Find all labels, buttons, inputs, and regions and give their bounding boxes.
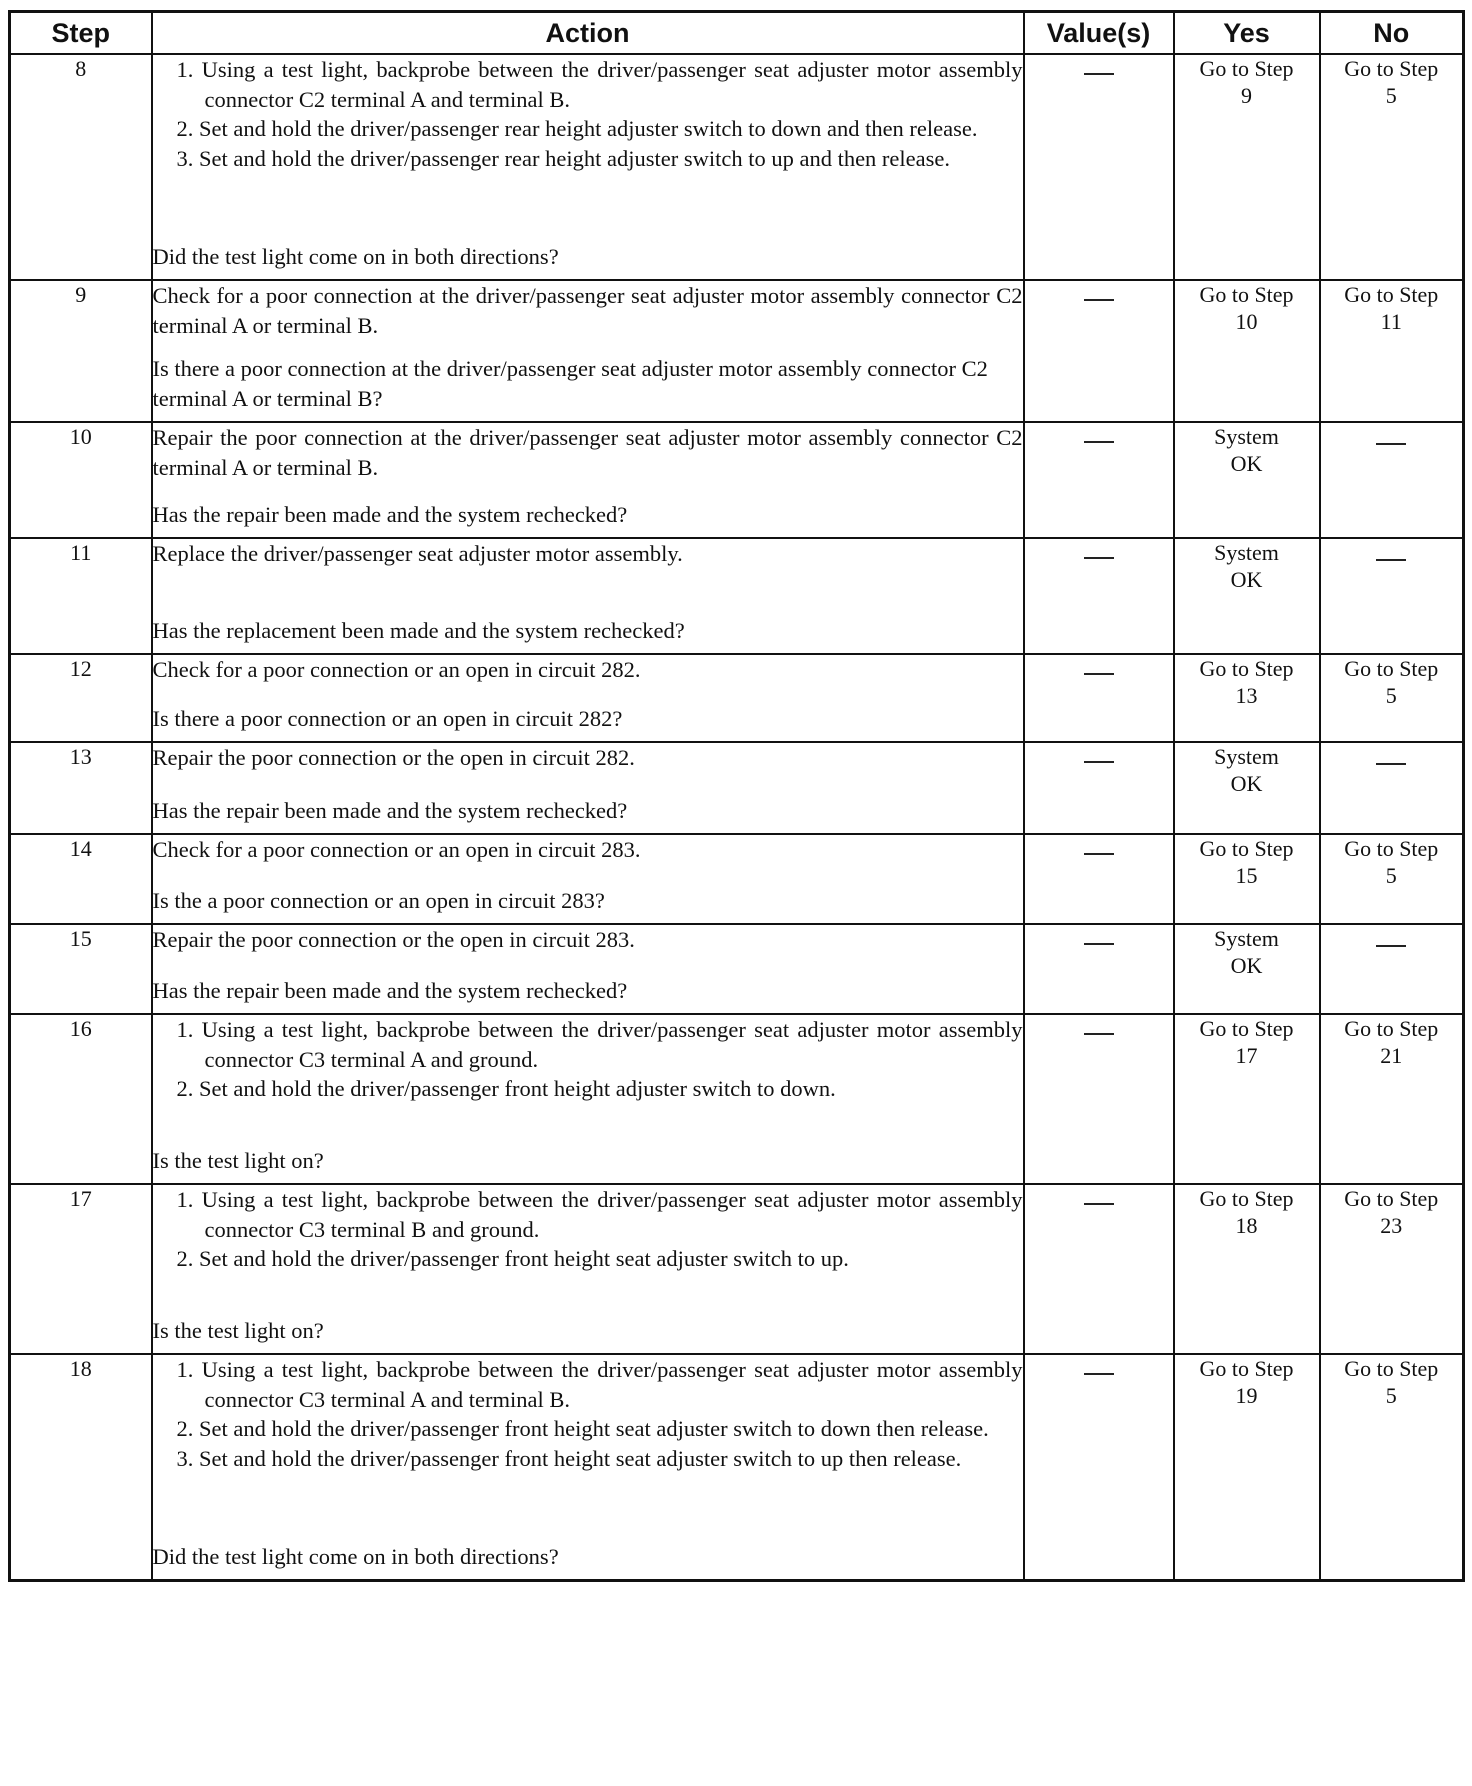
values-dash: [1084, 853, 1114, 855]
yes-result-line: 15: [1235, 863, 1258, 888]
step-number: 9: [10, 280, 152, 422]
diagnostic-table: [8, 10, 1465, 1582]
table-row: [10, 654, 1464, 742]
action-cell: [152, 924, 1024, 1014]
action-instructions: [153, 925, 1023, 955]
action-question: Is the test light on?: [152, 1317, 324, 1343]
action-instructions: [153, 423, 1023, 482]
action-steps-list: [153, 55, 1023, 173]
action-cell: [152, 54, 1024, 280]
yes-result: [1174, 422, 1320, 538]
yes-result-line: OK: [1230, 451, 1263, 476]
no-result-dash: [1376, 559, 1406, 561]
no-result: [1320, 538, 1464, 654]
no-result: [1320, 1014, 1464, 1184]
values-cell: [1024, 654, 1174, 742]
action-question: Did the test light come on in both directions?: [152, 1543, 559, 1569]
yes-result: [1174, 1354, 1320, 1580]
action-cell: [152, 742, 1024, 834]
values-cell: [1024, 834, 1174, 924]
table-row: [10, 1184, 1464, 1354]
action-instructions: [153, 1015, 1023, 1104]
action-step-item: 2. Set and hold the driver/passenger front height seat adjuster switch to down then release.: [176, 1416, 989, 1441]
header-row: [10, 12, 1464, 55]
no-result-line: 5: [1385, 683, 1397, 708]
action-content: [153, 835, 1023, 915]
action-text: Repair the poor connection or the open in circuit 283.: [152, 927, 635, 952]
action-text: Repair the poor connection at the driver/passenger seat adjuster motor assembly connector C2 terminal A or terminal B.: [152, 425, 1023, 480]
action-instructions: [153, 743, 1023, 773]
no-result-dash: [1376, 443, 1406, 445]
no-result: [1320, 54, 1464, 280]
values-cell: [1024, 1184, 1174, 1354]
no-result-dash: [1376, 763, 1406, 765]
step-number: 8: [10, 54, 152, 280]
action-content: [153, 743, 1023, 825]
yes-result: [1174, 834, 1320, 924]
action-step-item: 3. Set and hold the driver/passenger front height seat adjuster switch to up then release.: [176, 1445, 962, 1471]
table-body: [10, 54, 1464, 1580]
yes-result-line: Go to Step: [1199, 1356, 1294, 1381]
values-dash: [1084, 441, 1114, 443]
values-cell: [1024, 1014, 1174, 1184]
values-cell: [1024, 422, 1174, 538]
values-cell: [1024, 538, 1174, 654]
action-question: Has the repair been made and the system rechecked?: [152, 501, 628, 527]
step-number: 10: [10, 422, 152, 538]
action-text: Check for a poor connection or an open in circuit 282.: [152, 657, 641, 682]
action-step-item: 2. Set and hold the driver/passenger front height seat adjuster switch to up.: [176, 1246, 849, 1271]
action-cell: [152, 1184, 1024, 1354]
values-cell: [1024, 54, 1174, 280]
no-result-line: 5: [1385, 83, 1397, 108]
values-dash: [1084, 299, 1114, 301]
no-result-line: Go to Step: [1344, 1186, 1439, 1211]
values-dash: [1084, 943, 1114, 945]
yes-result-line: Go to Step: [1199, 1186, 1294, 1211]
action-question: Has the replacement been made and the system rechecked?: [152, 617, 685, 643]
values-cell: [1024, 742, 1174, 834]
yes-result: [1174, 1184, 1320, 1354]
action-question: Has the repair been made and the system rechecked?: [152, 797, 628, 823]
action-content: [153, 281, 1023, 413]
step-number: 15: [10, 924, 152, 1014]
header-yes: Yes: [1174, 12, 1320, 55]
yes-result-line: 10: [1235, 309, 1258, 334]
values-dash: [1084, 1373, 1114, 1375]
action-content: [153, 539, 1023, 645]
no-result-line: 23: [1380, 1213, 1403, 1238]
no-result: [1320, 654, 1464, 742]
yes-result: [1174, 742, 1320, 834]
yes-result-line: System: [1214, 424, 1279, 449]
action-step-item: 1. Using a test light, backprobe between the driver/passenger seat adjuster motor assembly connector C3 terminal A and ground.: [176, 1017, 1023, 1072]
no-result-line: Go to Step: [1344, 1016, 1439, 1041]
values-dash: [1084, 1033, 1114, 1035]
action-text: Repair the poor connection or the open in circuit 282.: [152, 745, 635, 770]
action-question: Is there a poor connection at the driver/passenger seat adjuster motor assembly connector C2 terminal A or terminal B?: [152, 356, 988, 411]
no-result: [1320, 742, 1464, 834]
action-question: Has the repair been made and the system rechecked?: [152, 977, 628, 1003]
table-row: [10, 1354, 1464, 1580]
table-row: [10, 1014, 1464, 1184]
action-question: Is the test light on?: [152, 1147, 324, 1173]
yes-result-line: 18: [1235, 1213, 1258, 1238]
table-row: [10, 924, 1464, 1014]
yes-result: [1174, 54, 1320, 280]
no-result-line: 5: [1385, 863, 1397, 888]
yes-result-line: System: [1214, 744, 1279, 769]
no-result: [1320, 422, 1464, 538]
action-step-item: 1. Using a test light, backprobe between the driver/passenger seat adjuster motor assembly connector C3 terminal A and terminal B.: [176, 1357, 1023, 1412]
step-number: 13: [10, 742, 152, 834]
action-cell: [152, 422, 1024, 538]
values-cell: [1024, 924, 1174, 1014]
action-cell: [152, 538, 1024, 654]
action-cell: [152, 280, 1024, 422]
yes-result-line: OK: [1230, 953, 1263, 978]
action-steps-list: [153, 1355, 1023, 1473]
yes-result-line: System: [1214, 926, 1279, 951]
header-action: Action: [152, 12, 1024, 55]
step-number: 17: [10, 1184, 152, 1354]
no-result-line: Go to Step: [1344, 56, 1439, 81]
yes-result-line: Go to Step: [1199, 1016, 1294, 1041]
action-steps-list: [153, 1185, 1023, 1274]
no-result: [1320, 834, 1464, 924]
table-row: [10, 742, 1464, 834]
yes-result-line: Go to Step: [1199, 56, 1294, 81]
action-text: Check for a poor connection or an open in circuit 283.: [152, 837, 641, 862]
values-cell: [1024, 280, 1174, 422]
values-dash: [1084, 673, 1114, 675]
yes-result-line: 17: [1235, 1043, 1258, 1068]
action-question: Is the a poor connection or an open in circuit 283?: [152, 887, 605, 913]
yes-result: [1174, 1014, 1320, 1184]
action-instructions: [153, 1185, 1023, 1274]
no-result: [1320, 1354, 1464, 1580]
yes-result-line: 13: [1235, 683, 1258, 708]
no-result-dash: [1376, 945, 1406, 947]
action-content: [153, 423, 1023, 529]
yes-result-line: 19: [1235, 1383, 1258, 1408]
action-content: [153, 1185, 1023, 1345]
no-result-line: Go to Step: [1344, 282, 1439, 307]
action-instructions: [153, 1355, 1023, 1473]
action-instructions: [153, 835, 1023, 865]
step-number: 16: [10, 1014, 152, 1184]
yes-result-line: OK: [1230, 567, 1263, 592]
action-steps-list: [153, 1015, 1023, 1104]
action-instructions: [153, 281, 1023, 340]
action-instructions: [153, 655, 1023, 685]
no-result-line: Go to Step: [1344, 656, 1439, 681]
action-step-item: 1. Using a test light, backprobe between the driver/passenger seat adjuster motor assembly connector C2 terminal A and terminal B.: [176, 57, 1023, 112]
action-cell: [152, 1014, 1024, 1184]
yes-result: [1174, 924, 1320, 1014]
yes-result-line: Go to Step: [1199, 836, 1294, 861]
table-row: [10, 834, 1464, 924]
yes-result-line: System: [1214, 540, 1279, 565]
action-step-item: 1. Using a test light, backprobe between the driver/passenger seat adjuster motor assembly connector C3 terminal B and ground.: [176, 1187, 1023, 1242]
no-result-line: 11: [1380, 309, 1402, 334]
action-step-item: 3. Set and hold the driver/passenger rear height adjuster switch to up and then release.: [176, 145, 951, 171]
values-dash: [1084, 73, 1114, 75]
action-content: [153, 925, 1023, 1005]
action-question: Did the test light come on in both directions?: [152, 243, 559, 269]
yes-result: [1174, 538, 1320, 654]
action-cell: [152, 1354, 1024, 1580]
no-result-line: 5: [1385, 1383, 1397, 1408]
no-result: [1320, 1184, 1464, 1354]
values-dash: [1084, 1203, 1114, 1205]
step-number: 14: [10, 834, 152, 924]
table-row: [10, 538, 1464, 654]
action-content: [153, 655, 1023, 733]
yes-result-line: OK: [1230, 771, 1263, 796]
table-row: [10, 54, 1464, 280]
table-row: [10, 280, 1464, 422]
yes-result-line: 9: [1241, 83, 1252, 108]
no-result-line: Go to Step: [1344, 1356, 1439, 1381]
no-result: [1320, 280, 1464, 422]
action-question: Is there a poor connection or an open in circuit 282?: [152, 705, 623, 731]
step-number: 18: [10, 1354, 152, 1580]
table-row: [10, 422, 1464, 538]
no-result: [1320, 924, 1464, 1014]
action-content: [153, 1355, 1023, 1571]
values-dash: [1084, 761, 1114, 763]
header-values: Value(s): [1024, 12, 1174, 55]
no-result-line: 21: [1380, 1043, 1403, 1068]
action-step-item: 2. Set and hold the driver/passenger front height adjuster switch to down.: [176, 1076, 836, 1101]
values-cell: [1024, 1354, 1174, 1580]
action-content: [153, 55, 1023, 271]
action-cell: [152, 654, 1024, 742]
yes-result-line: Go to Step: [1199, 656, 1294, 681]
values-dash: [1084, 557, 1114, 559]
action-content: [153, 1015, 1023, 1175]
action-cell: [152, 834, 1024, 924]
step-number: 12: [10, 654, 152, 742]
action-instructions: [153, 55, 1023, 173]
action-step-item: 2. Set and hold the driver/passenger rear height adjuster switch to down and then release.: [176, 116, 978, 141]
yes-result-line: Go to Step: [1199, 282, 1294, 307]
header-no: No: [1320, 12, 1464, 55]
action-text: Check for a poor connection at the driver/passenger seat adjuster motor assembly connector C2 terminal A or terminal B.: [152, 283, 1023, 338]
action-instructions: [153, 539, 1023, 569]
yes-result: [1174, 654, 1320, 742]
yes-result: [1174, 280, 1320, 422]
step-number: 11: [10, 538, 152, 654]
no-result-line: Go to Step: [1344, 836, 1439, 861]
action-text: Replace the driver/passenger seat adjuster motor assembly.: [152, 541, 683, 566]
header-step: Step: [10, 12, 152, 55]
